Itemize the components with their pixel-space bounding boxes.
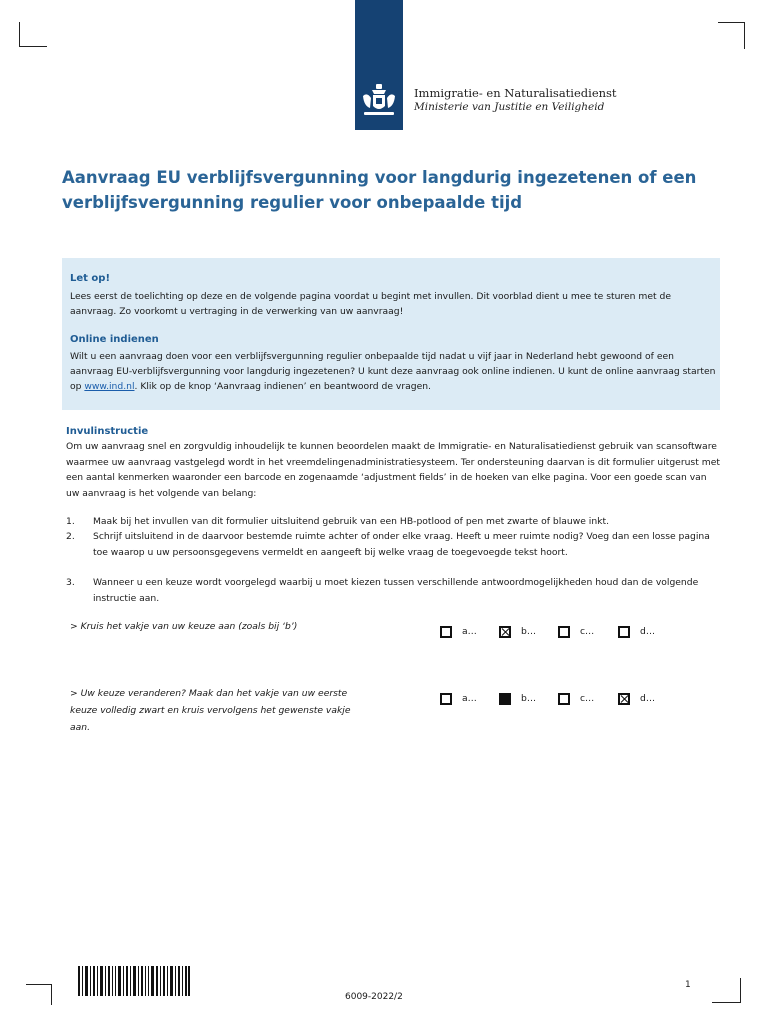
adjustment-field-bottom-right	[712, 978, 741, 1003]
checkbox-empty-icon[interactable]	[558, 626, 570, 638]
form-code: 6009-2022/2	[345, 992, 403, 1002]
example-instruction-1: > Kruis het vakje van uw keuze aan (zoals bij ‘b’)	[70, 621, 298, 632]
option-label: d…	[640, 626, 656, 637]
list-text: Maak bij het invullen van dit formulier uitsluitend gebruik van een HB-potlood of pen met zwarte of blauwe inkt.	[93, 516, 610, 527]
notice-heading: Let op!	[70, 273, 111, 284]
checkbox-filled-icon[interactable]	[499, 693, 511, 705]
example-instruction-2: > Uw keuze veranderen? Maak dan het vakje van uw eerste keuze volledig zwart en kruis vervolgens het gewenste vakje aan.	[70, 688, 351, 733]
crest-icon	[358, 82, 400, 118]
checkbox-crossed-icon[interactable]	[618, 693, 630, 705]
list-number: 3.	[66, 577, 75, 588]
option-label: b…	[521, 693, 537, 704]
online-text-main: Wilt u een aanvraag doen voor een verblijfsvergunning regulier onbepaalde tijd nadat u vijf jaar in Nederland hebt gewoond of een aanvraag EU-verblijfsvergunning voor langdurig ingezetenen? U kunt deze aanvraag ook online indienen. U kunt de online aanvraag starten op	[70, 351, 716, 392]
instructions-intro: Om uw aanvraag snel en zorgvuldig inhoudelijk te kunnen beoordelen maakt de Immigratie- en Naturalisatiedienst gebruik van scansoftware waarmee uw aanvraag vastgelegd wordt in het vreemdelingenadministratiesysteem. Ter ondersteuning daarvan is dit formulier uitgerust met een aantal kenmerken waaronder een barcode en zogenaamde ‘adjustment fields’ in de hoeken van elke pagina. Voor een goede scan van uw aanvraag is het volgende van belang:	[66, 441, 720, 499]
online-heading: Online indienen	[70, 334, 159, 345]
list-text: Schrijf uitsluitend in de daarvoor bestemde ruimte achter of onder elke vraag. Heeft u meer ruimte nodig? Voeg dan een losse pagina toe waarop u uw persoonsgegevens vermeldt en aangeeft bij welke vraag de toegevoegde tekst hoort.	[93, 531, 710, 558]
option-label: b…	[521, 626, 537, 637]
option-label: d…	[640, 693, 656, 704]
checkbox-empty-icon[interactable]	[440, 626, 452, 638]
ind-website-link[interactable]: www.ind.nl	[84, 381, 135, 392]
option-label: a…	[462, 693, 477, 704]
notice-box	[62, 258, 720, 410]
option-label: a…	[462, 626, 477, 637]
list-number: 2.	[66, 531, 75, 542]
organization-logo-text	[414, 86, 617, 114]
checkbox-empty-icon[interactable]	[558, 693, 570, 705]
option-label: c…	[580, 626, 595, 637]
checkbox-crossed-icon[interactable]	[499, 626, 511, 638]
page-title: Aanvraag EU verblijfsvergunning voor langdurig ingezetenen of een verblijfsvergunning regulier voor onbepaalde tijd	[62, 168, 697, 212]
online-text-after: . Klik op de knop ‘Aanvraag indienen’ en beantwoord de vragen.	[134, 381, 431, 392]
barcode	[78, 966, 190, 996]
page-number: 1	[685, 980, 691, 990]
adjustment-field-top-left	[19, 22, 47, 47]
option-label: c…	[580, 693, 595, 704]
ministry-name: Ministerie van Justitie en Veiligheid	[414, 101, 605, 113]
adjustment-field-top-right	[718, 22, 745, 49]
list-number: 1.	[66, 516, 75, 527]
organization-name: Immigratie- en Naturalisatiedienst	[414, 86, 617, 100]
checkbox-empty-icon[interactable]	[440, 693, 452, 705]
notice-text: Lees eerst de toelichting op deze en de volgende pagina voordat u begint met invullen. Dit voorblad dient u mee te sturen met de aanvraag. Zo voorkomt u vertraging in de verwerking van uw aanvraag!	[70, 291, 672, 317]
adjustment-field-bottom-left	[26, 984, 52, 1005]
instructions-heading: Invulinstructie	[66, 426, 149, 437]
list-text: Wanneer u een keuze wordt voorgelegd waarbij u moet kiezen tussen verschillende antwoordmogelijkheden houd dan de volgende instructie aan.	[93, 577, 699, 604]
checkbox-empty-icon[interactable]	[618, 626, 630, 638]
online-text	[70, 349, 716, 394]
